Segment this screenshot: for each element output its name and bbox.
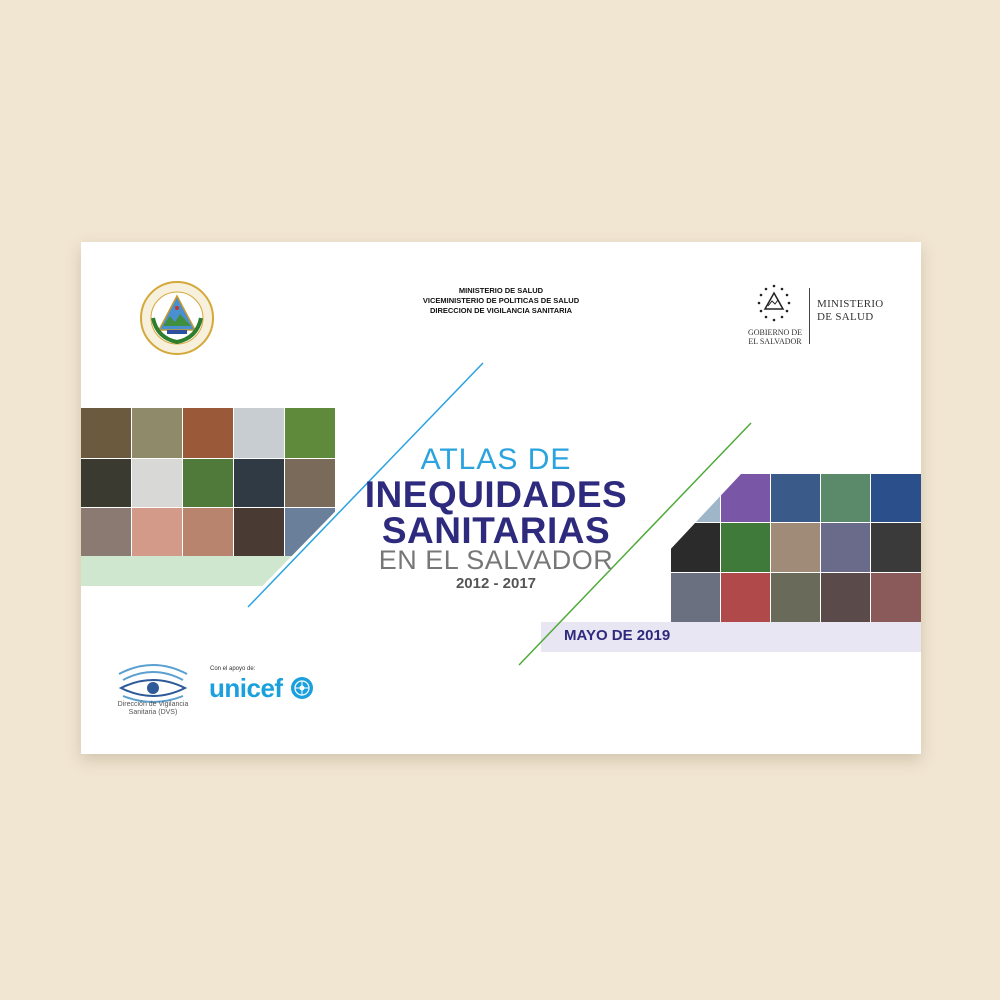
direction-line: DIRECCION DE VIGILANCIA SANITARIA [429, 306, 573, 315]
publication-date: MAYO DE 2019 [564, 627, 671, 644]
dvs-label [103, 701, 203, 717]
unicef-globe-icon [290, 676, 314, 700]
report-cover [81, 242, 921, 754]
unicef-wordmark: unicef [209, 673, 283, 703]
years-range: 2012 - 2017 [455, 575, 537, 592]
ministry-line: MINISTERIO DE SALUD [458, 286, 544, 295]
gov-line-2: EL SALVADOR [748, 337, 802, 346]
title-line-4: EN EL SALVADOR [378, 545, 614, 575]
dvs-line-1: Dirección de Vigilancia [117, 701, 189, 708]
title-line-1: ATLAS DE [420, 443, 572, 476]
ministry-name-line-1: MINISTERIO [817, 298, 884, 310]
title-line-3: SANITARIAS [381, 510, 611, 551]
title-line-2: INEQUIDADES [364, 474, 628, 515]
viceministry-line: VICEMINISTERIO DE POLITICAS DE SALUD [422, 296, 580, 305]
support-label: Con el apoyo de: [210, 666, 256, 672]
gov-line-1: GOBIERNO DE [748, 328, 802, 337]
dvs-line-2: Sanitaria (DVS) [128, 709, 178, 716]
ministry-name-line-2: DE SALUD [817, 311, 874, 323]
